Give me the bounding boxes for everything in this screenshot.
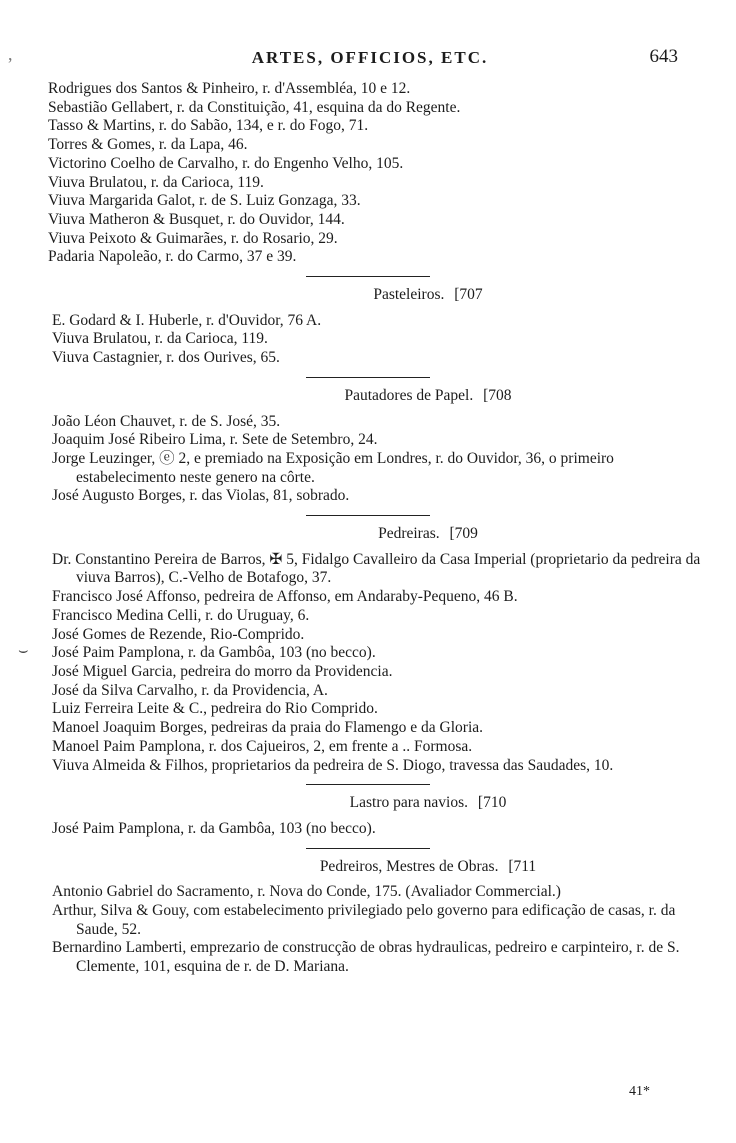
section-title: Pedreiros, Mestres de Obras. [319,857,499,875]
signature-mark: 41* [629,1084,650,1099]
section-rule [306,377,430,378]
section-entries [0,820,736,839]
list-item: Bernardino Lamberti, emprezario de construcção de obras hydraulicas, pedreiro e carpinteiro, r. de S. Clemente, 101, esquina de r. de D. Mariana. [52,939,680,976]
section-heading [0,784,736,813]
list-item: Sebastião Gellabert, r. da Constituição, 41, esquina da do Regente. [48,98,461,116]
section-title: Pautadores de Papel. [344,386,474,404]
list-item: José Gomes de Rezende, Rio-Comprido. [52,625,305,643]
section-code: [710 [477,794,507,812]
list-item: Antonio Gabriel do Sacramento, r. Nova do Conde, 175. (Avaliador Commercial.) [52,883,561,901]
section-code: [708 [483,386,512,404]
continued-entries [0,80,736,267]
section-heading [0,848,736,877]
list-item: Manoel Joaquim Borges, pedreiras da praia do Flamengo e da Gloria. [52,719,484,737]
section-code: [709 [449,525,478,543]
section-entries [0,312,736,368]
list-item: Dr. Constantino Pereira de Barros, ✠ 5, Fidalgo Cavalleiro da Casa Imperial (proprietario da pedreira da viuva Barros), C.-Velho de Botafogo, 37. [52,550,701,587]
list-item: José da Silva Carvalho, r. da Providencia, A. [52,681,328,699]
list-item: José Augusto Borges, r. das Violas, 81, sobrado. [52,487,350,505]
section-heading [0,276,736,305]
section-rule [306,515,430,516]
list-item: Victorino Coelho de Carvalho, r. do Engenho Velho, 105. [48,154,404,172]
margin-mark: ⌣ [18,642,29,659]
list-item: Viuva Peixoto & Guimarães, r. do Rosario, 29. [48,229,338,247]
list-item: Rodrigues dos Santos & Pinheiro, r. d'Assembléa, 10 e 12. [48,80,411,97]
section-heading [0,377,736,406]
list-item: Viuva Castagnier, r. dos Ourives, 65. [52,349,280,367]
list-item: Jorge Leuzinger, ⓔ 2, e premiado na Exposição em Londres, r. do Ouvidor, 36, o primeiro estabelecimento neste genero na côrte. [52,449,614,486]
section-entries [0,551,736,775]
list-item: Manoel Paim Pamplona, r. dos Cajueiros, 2, em frente a .. Formosa. [52,737,473,755]
page-number: 643 [649,46,678,67]
list-item: Viuva Brulatou, r. da Carioca, 119. [52,330,268,348]
section-rule [306,848,430,849]
section-code: [707 [454,286,483,304]
list-item: João Léon Chauvet, r. de S. José, 35. [52,412,281,430]
list-item: E. Godard & I. Huberle, r. d'Ouvidor, 76 A. [52,311,322,329]
list-item: Viuva Matheron & Busquet, r. do Ouvidor, 144. [48,210,345,228]
section-rule [306,276,430,277]
section-entries [0,413,736,507]
list-item: Luiz Ferreira Leite & C., pedreira do Rio Comprido. [52,700,378,718]
list-item: Arthur, Silva & Gouy, com estabelecimento privilegiado pelo governo para edificação de casas, r. da Saude, 52. [52,902,676,938]
section-title: Lastro para navios. [349,794,469,812]
section-rule [306,784,430,785]
list-item: Francisco Medina Celli, r. do Uruguay, 6. [52,606,310,624]
list-item: Viuva Brulatou, r. da Carioca, 119. [48,173,264,191]
list-item: Tasso & Martins, r. do Sabão, 134, e r. do Fogo, 71. [48,117,369,135]
list-item: José Paim Pamplona, r. da Gambôa, 103 (no becco). [52,819,376,837]
list-item: Padaria Napoleão, r. do Carmo, 37 e 39. [48,248,297,266]
list-item: Joaquim José Ribeiro Lima, r. Sete de Setembro, 24. [52,431,378,449]
list-item: José Miguel Garcia, pedreira do morro da Providencia. [52,662,393,680]
section-entries [0,883,736,977]
section-title: Pasteleiros. [373,286,445,304]
directory-content [0,80,736,977]
list-item: José Paim Pamplona, r. da Gambôa, 103 (no becco). [52,644,376,662]
section-code: [711 [508,857,537,875]
list-item: Torres & Gomes, r. da Lapa, 46. [48,136,248,154]
page-header [0,44,736,74]
list-item: Viuva Almeida & Filhos, proprietarios da pedreira de S. Diogo, travessa das Saudades, 10. [52,756,614,774]
section-heading [0,515,736,544]
section-title: Pedreiras. [378,525,440,543]
list-item: Francisco José Affonso, pedreira de Affonso, em Andaraby-Pequeno, 46 B. [52,588,518,606]
running-title: ARTES, OFFICIOS, ETC. [251,48,489,67]
margin-mark: , [8,44,13,64]
list-item: Viuva Margarida Galot, r. de S. Luiz Gonzaga, 33. [48,192,361,210]
